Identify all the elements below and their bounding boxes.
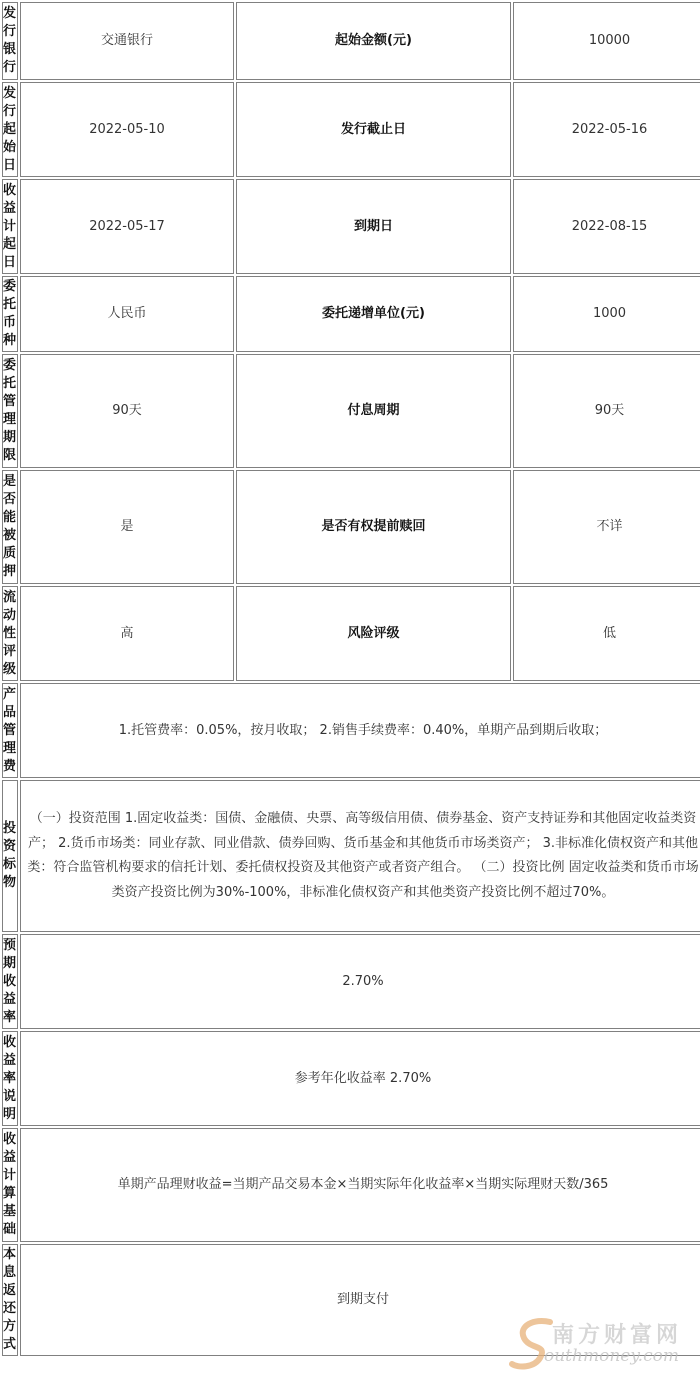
table-row [2, 780, 700, 932]
row-key: 付息周期 [236, 354, 511, 468]
row-value: 不详 [513, 470, 700, 584]
row-value: 到期支付 [20, 1244, 700, 1356]
row-value: 90天 [513, 354, 700, 468]
row-value: 1.托管费率：0.05%，按月收取； 2.销售手续费率：0.40%，单期产品到期后收取； [20, 683, 700, 778]
row-value: 是 [20, 470, 234, 584]
row-key: 风险评级 [236, 586, 511, 681]
watermark-logo [504, 1314, 694, 1374]
row-label: 产品管理费 [2, 683, 18, 778]
table-row [2, 586, 700, 681]
row-value: 2022-05-10 [20, 82, 234, 177]
row-value: 10000 [513, 2, 700, 80]
row-label: 收益计算基础 [2, 1128, 18, 1242]
row-value: 90天 [20, 354, 234, 468]
table-row [2, 1128, 700, 1242]
row-value: 单期产品理财收益=当期产品交易本金×当期实际年化收益率×当期实际理财天数/365 [20, 1128, 700, 1242]
table-row [2, 934, 700, 1029]
row-value: 人民币 [20, 276, 234, 352]
row-key: 到期日 [236, 179, 511, 274]
table-row [2, 1031, 700, 1126]
row-value: 2.70% [20, 934, 700, 1029]
row-label: 预期收益率 [2, 934, 18, 1029]
watermark-cn-text: 南方财富网 [552, 1322, 683, 1348]
row-label: 流动性评级 [2, 586, 18, 681]
row-value: （一）投资范围 1.固定收益类：国债、金融债、央票、高等级信用债、债券基金、资产支持证券和其他固定收益类资产； 2.货币市场类：同业存款、同业借款、债券回购、货币基金和其他货币市场类资产； 3.非标准化债权资产和其他类：符合监管机构要求的信托计划、委托债权投资及其他资产或者资产组合。 （二）投资比例 固定收益类和货币市场类资产投资比例为30%-100%，非标准化债权资产和其他类资产投资比例不超过70%。 [20, 780, 700, 932]
row-key: 委托递增单位(元) [236, 276, 511, 352]
row-value: 2022-08-15 [513, 179, 700, 274]
watermark-en-text: outhmoney.com [544, 1346, 679, 1366]
table-row [2, 276, 700, 352]
table-row [2, 179, 700, 274]
row-label: 发行起始日 [2, 82, 18, 177]
row-key: 是否有权提前赎回 [236, 470, 511, 584]
row-label: 发行银行 [2, 2, 18, 80]
table-row [2, 2, 700, 80]
table-row [2, 354, 700, 468]
row-label: 委托管理期限 [2, 354, 18, 468]
row-label: 收益率说明 [2, 1031, 18, 1126]
row-label: 收益计起日 [2, 179, 18, 274]
row-value: 高 [20, 586, 234, 681]
table-row [2, 470, 700, 584]
row-value: 1000 [513, 276, 700, 352]
row-label: 本息返还方式 [2, 1244, 18, 1356]
row-value: 参考年化收益率 2.70% [20, 1031, 700, 1126]
table-row [2, 683, 700, 778]
row-key: 发行截止日 [236, 82, 511, 177]
row-value: 2022-05-16 [513, 82, 700, 177]
row-label: 委托币种 [2, 276, 18, 352]
row-value: 低 [513, 586, 700, 681]
row-key: 起始金额(元) [236, 2, 511, 80]
row-label: 是否能被质押 [2, 470, 18, 584]
table-row [2, 82, 700, 177]
row-label: 投资标物 [2, 780, 18, 932]
row-value: 交通银行 [20, 2, 234, 80]
row-value: 2022-05-17 [20, 179, 234, 274]
